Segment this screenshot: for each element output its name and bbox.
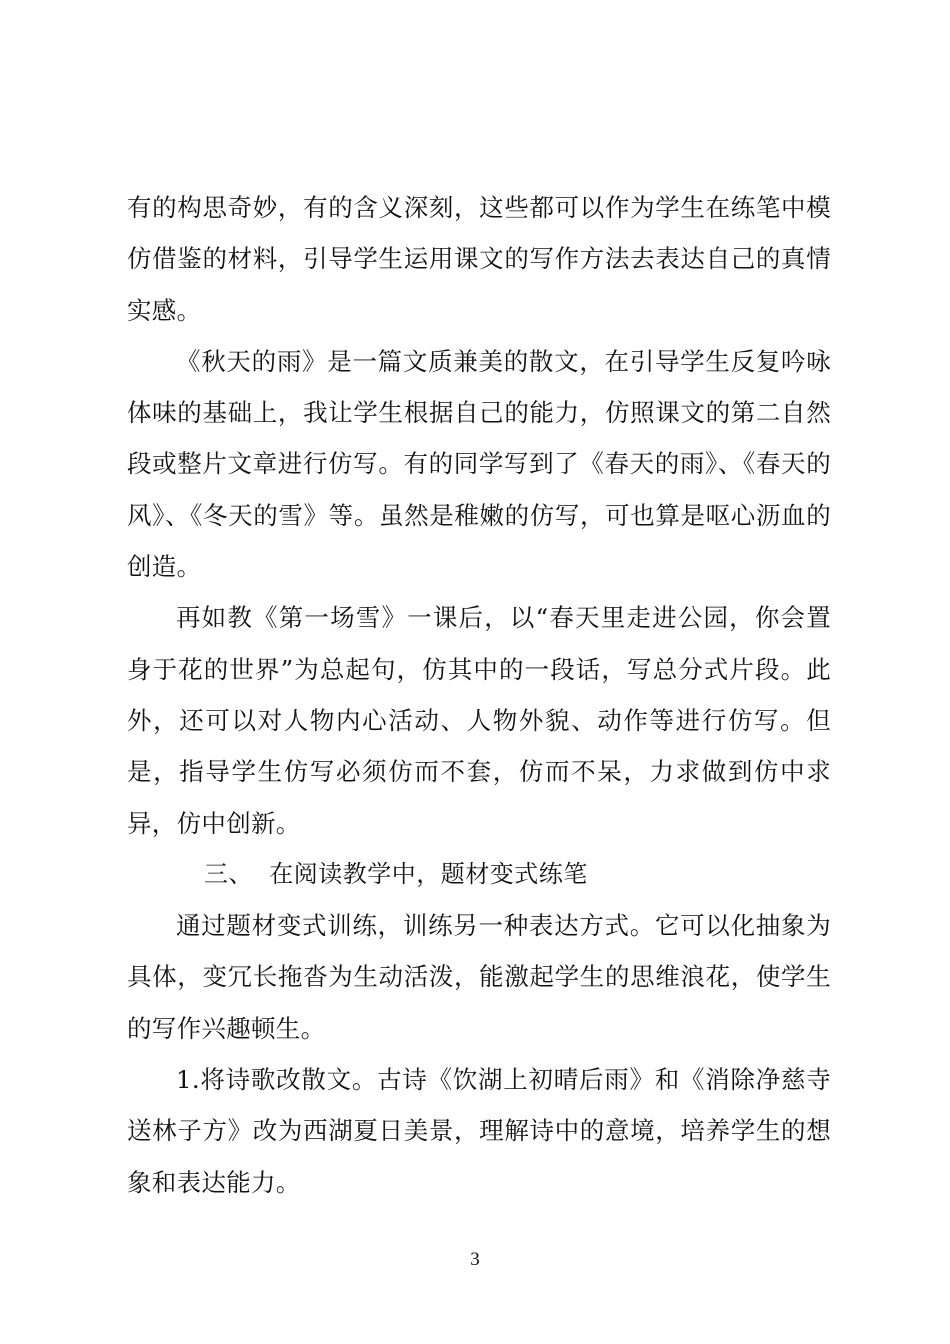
body-paragraph: 通过题材变式训练，训练另一种表达方式。它可以化抽象为具体，变冗长拖沓为生动活泼，能激起学生的思维浪花，使学生的写作兴趣顿生。 xyxy=(127,911,831,1043)
document-body xyxy=(127,182,831,1208)
page-number: 3 xyxy=(470,1249,480,1270)
body-paragraph: 再如教《第一场雪》一课后，以“春天里走进公园，你会置身于花的世界”为总起句，仿其中的一段话，写总分式片段。此外，还可以对人物内心活动、人物外貌、动作等进行仿写。但是，指导学生仿写必须仿而不套，仿而不呆，力求做到仿中求异，仿中创新。 xyxy=(127,603,832,838)
body-paragraph: 1.将诗歌改散文。古诗《饮湖上初晴后雨》和《消除净慈寺送林子方》改为西湖夏日美景，理解诗中的意境，培养学生的想象和表达能力。 xyxy=(127,1065,831,1197)
section-heading: 三、 在阅读教学中，题材变式练笔 xyxy=(204,859,588,888)
body-paragraph: 有的构思奇妙，有的含义深刻，这些都可以作为学生在练笔中模仿借鉴的材料，引导学生运用课文的写作方法去表达自己的真情实感。 xyxy=(127,193,831,325)
body-paragraph: 《秋天的雨》是一篇文质兼美的散文，在引导学生反复吟咏体味的基础上，我让学生根据自己的能力，仿照课文的第二自然段或整片文章进行仿写。有的同学写到了《春天的雨》、《春天的风》、《冬天的雪》等。虽然是稚嫩的仿写，可也算是呕心沥血的创造。 xyxy=(127,346,831,582)
